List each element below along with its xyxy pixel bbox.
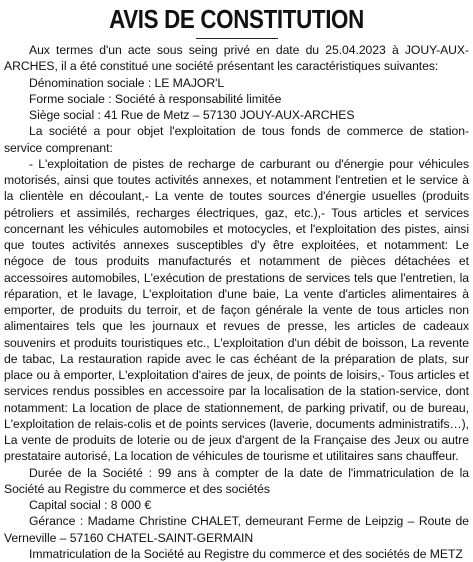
title-underline: [196, 38, 278, 39]
purpose-intro: La société a pour objet l'exploitation de tous fonds de commerce de station-service comprenant:: [4, 124, 469, 155]
legal-form: Forme sociale : Société à responsabilité limitée: [29, 91, 282, 106]
management: Gérance : Madame Christine CHALET, demeurant Ferme de Leipzig – Route de Verneville – 57160 CHATEL-SAINT-GERMAIN: [4, 514, 469, 545]
notice-title: AVIS DE CONSTITUTION: [109, 4, 364, 34]
registered-office: Siège social : 41 Rue de Metz – 57130 JOUY-AUX-ARCHES: [29, 108, 355, 122]
company-duration: Durée de la Société : 99 ans à compter de la date de l'immatriculation de la Société au Registre du commerce et des sociétés: [4, 465, 469, 496]
notice-body: [4, 42, 469, 562]
intro-paragraph: Aux termes d'un acte sous seing privé en date du 25.04.2023 à JOUY-AUX-ARCHES, il a été constitué une société présentant les caractéristiques suivantes:: [4, 43, 469, 74]
registration: Immatriculation de la Société au Registre du commerce et des sociétés de METZ: [29, 546, 463, 561]
share-capital: Capital social : 8 000 €: [29, 498, 152, 512]
company-name: Dénomination sociale : LE MAJOR'L: [29, 75, 225, 90]
purpose-details: - L'exploitation de pistes de recharge de carburant ou d'énergie pour véhicules motorisés, ainsi que toutes activités annexes, et notamment l'entretien et le service à la clientèle en découlant,- La vente de toutes sources d'énergie usuelles (produits pétroliers et assimilés, recharges électriques, gaz, etc.),- Tous articles et services concernant les véhicules automobiles et motocycles, et l'exploitation des pistes, ainsi que toutes activités annexes susceptibles d'y être exploitées, et notamment: Le négoce de tous produits manufacturés et notamment de pièces détachées et accessoires automobiles, L'exécution de prestations de services tels que l'entretien, la réparation, et le lavage, L'exploitation d'une baie, La vente d'articles alimentaires à emporter, de produits du terroir, et de façon générale la vente de tous articles non alimentaires tels que les journaux et revues de presse, les articles de cadeaux souvenirs et produits touristiques etc., L'exploitation d'un débit de boisson, La revente de tabac, La restauration rapide avec le cas échéant de la préparation de plats, sur place ou à emporter, L'exploitation d'aires de jeux, de points de loisirs,- Tous articles et services rendus possibles en accessoire par la localisation de la station-service, dont notamment: La location de place de stationnement, de parking privatif, ou de bureau, L'exploitation de relais-colis et de points services (laverie, documents administratifs…), La vente de produits de loterie ou de jeux d'argent de la Française des Jeux ou autre prestataire autorisé, La location de véhicules de tourisme et utilitaires sans chauffeur.: [4, 156, 469, 464]
